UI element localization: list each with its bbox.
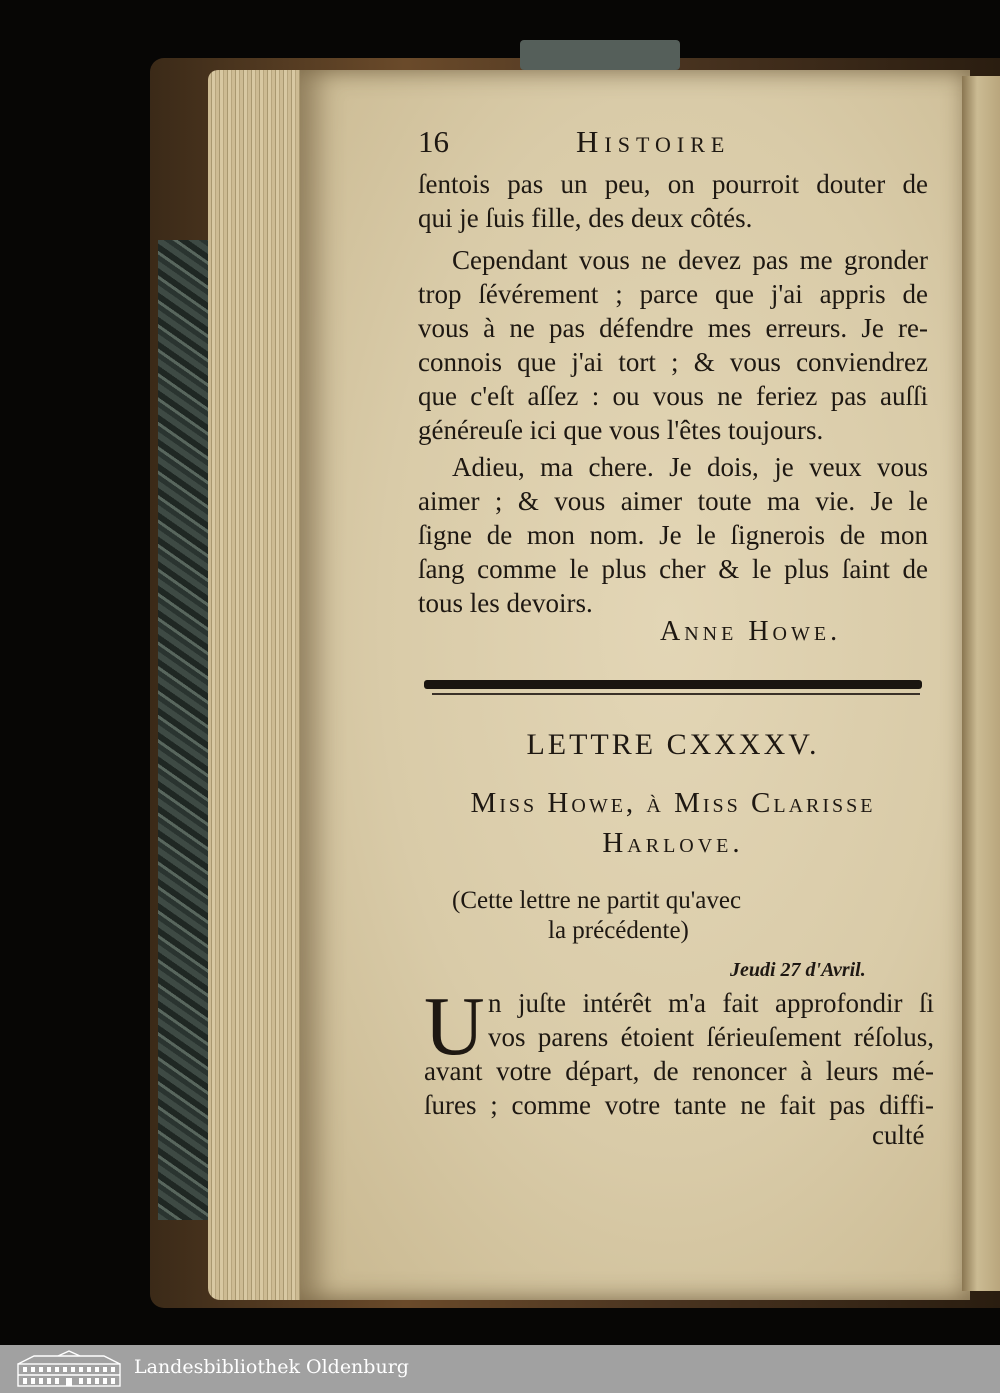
- text-line: tous les devoirs.: [418, 588, 593, 618]
- text-line: n juſte intérêt m'a fait approfondir ſi: [488, 988, 934, 1018]
- text-line: avant votre départ, de renoncer à leurs mé-: [424, 1056, 934, 1086]
- letter-date: Jeudi 27 d'Avril.: [730, 959, 866, 981]
- text-line: qui je ſuis fille, des deux côtés.: [418, 203, 753, 233]
- spine-top: [520, 40, 680, 70]
- text-line: généreuſe ici que vous l'êtes toujours.: [418, 415, 824, 445]
- drop-cap: U: [424, 980, 485, 1073]
- text-line: ſures ; comme votre tante ne fait pas diffi-: [424, 1090, 934, 1120]
- text-line: Adieu, ma chere. Je dois, je veux vous: [452, 452, 928, 482]
- text-line: aimer ; & vous aimer toute ma vie. Je le: [418, 486, 928, 516]
- section-rule-thin: [432, 693, 920, 695]
- running-title: Histoire: [576, 124, 731, 159]
- text-line: connois que j'ai tort ; & vous conviendrez: [418, 347, 928, 377]
- text-line: ſang comme le plus cher & le plus ſaint de: [418, 554, 928, 584]
- text-line: trop ſévérement ; parce que j'ai appris de: [418, 279, 928, 309]
- text-line: Cependant vous ne devez pas me gronder: [452, 245, 928, 275]
- text-line: ſigne de mon nom. Je le ſignerois de mon: [418, 520, 928, 550]
- library-building-icon: [14, 1350, 124, 1388]
- text-line: que c'eſt aſſez : ou vous ne feriez pas auſſi: [418, 381, 928, 411]
- addressee-line: Harlove.: [602, 827, 744, 859]
- signature: Anne Howe.: [660, 616, 842, 647]
- text-line: ſentois pas un peu, on pourroit douter de: [418, 169, 928, 199]
- letter-heading: LETTRE CXXXXV.: [526, 728, 820, 761]
- note-line: (Cette lettre ne partit qu'avec: [452, 887, 742, 914]
- text-line: vos parens étoient ſérieuſement réſolus,: [488, 1022, 934, 1052]
- facing-page-edge: [962, 76, 1000, 1291]
- library-name: Landesbibliothek Oldenburg: [134, 1356, 409, 1378]
- catchword: culté: [872, 1120, 925, 1150]
- text-line: vous à ne pas défendre mes erreurs. Je re-: [418, 313, 928, 343]
- page-number: 16: [418, 124, 449, 159]
- note-line: la précédente): [548, 917, 689, 944]
- addressee-line: Miſs Howe, à Miſs Clarisse: [470, 787, 876, 819]
- section-rule-thick: [424, 680, 922, 689]
